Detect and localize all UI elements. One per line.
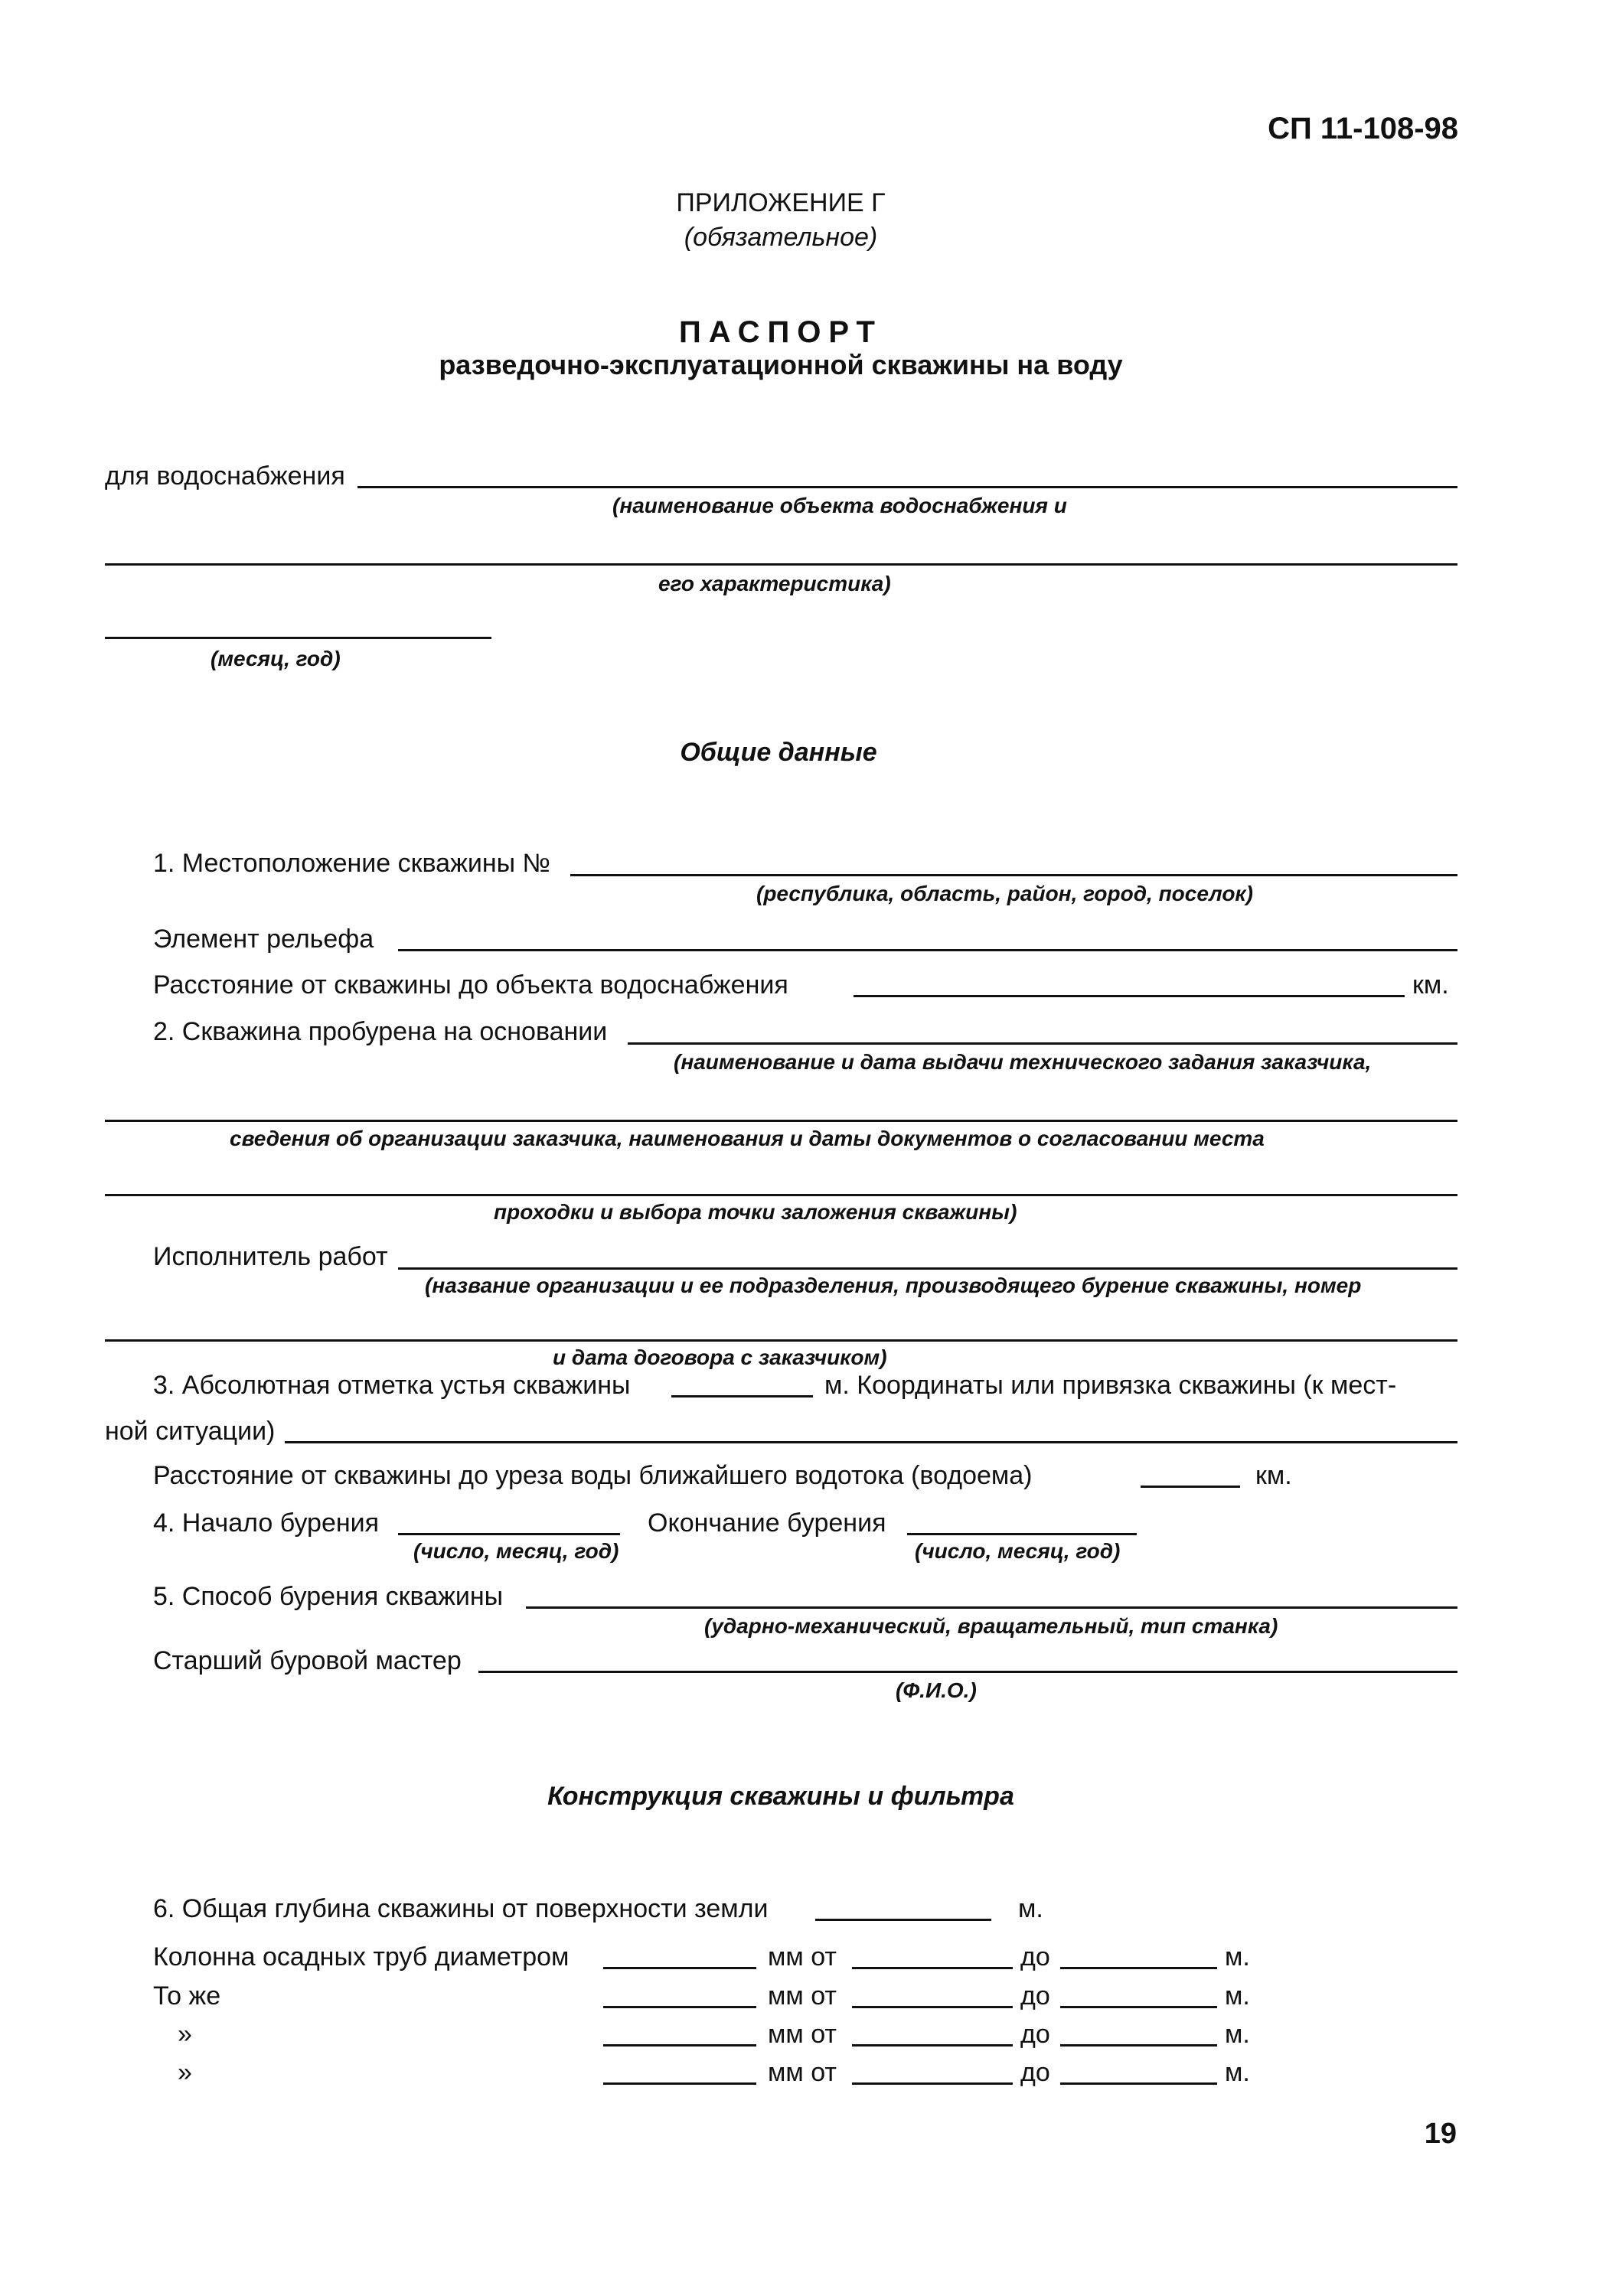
casing-to-line[interactable] bbox=[1060, 2044, 1217, 2047]
p4-start-line[interactable] bbox=[398, 1533, 620, 1535]
distance-unit: км. bbox=[1412, 970, 1449, 1000]
relief-line[interactable] bbox=[398, 949, 1457, 951]
appendix-note: (обязательное) bbox=[684, 223, 878, 252]
casing-diameter-line[interactable] bbox=[603, 1967, 756, 1969]
casing-row-label: » bbox=[178, 2020, 192, 2049]
p5-line[interactable] bbox=[526, 1606, 1457, 1609]
waterline-label: Расстояние от скважины до уреза воды ближайшего водотока (водоема) bbox=[153, 1461, 1033, 1490]
general-heading: Общие данные bbox=[680, 738, 877, 767]
casing-from-line[interactable] bbox=[852, 2082, 1013, 2085]
p2-caption-3: проходки и выбора точки заложения скважины) bbox=[494, 1200, 1017, 1224]
p1-caption: (республика, область, район, город, поселок) bbox=[756, 882, 1253, 905]
p1-label: 1. Местоположение скважины № bbox=[153, 849, 550, 878]
waterline-line[interactable] bbox=[1141, 1486, 1240, 1488]
casing-from-line[interactable] bbox=[852, 1967, 1013, 1969]
distance-line[interactable] bbox=[854, 995, 1405, 997]
master-caption: (Ф.И.О.) bbox=[896, 1678, 977, 1702]
contractor-label: Исполнитель работ bbox=[153, 1242, 388, 1271]
appendix-label: ПРИЛОЖЕНИЕ Г bbox=[676, 188, 886, 217]
casing-to: до bbox=[1020, 1981, 1050, 2011]
p4-start-label: 4. Начало бурения bbox=[153, 1508, 380, 1538]
casing-to-line[interactable] bbox=[1060, 1967, 1217, 1969]
casing-to-line[interactable] bbox=[1060, 2082, 1217, 2085]
contractor-caption-1: (название организации и ее подразделения, производящего бурение скважины, номер bbox=[425, 1274, 1362, 1297]
p2-line-3[interactable] bbox=[105, 1194, 1457, 1196]
contractor-line-2[interactable] bbox=[105, 1339, 1457, 1342]
casing-row-label: Колонна осадных труб диаметром bbox=[153, 1942, 570, 1971]
p6-label: 6. Общая глубина скважины от поверхности земли bbox=[153, 1894, 769, 1923]
p3-label: 3. Абсолютная отметка устья скважины bbox=[153, 1371, 631, 1400]
p2-label: 2. Скважина пробурена на основании bbox=[153, 1017, 608, 1046]
p4-end-line[interactable] bbox=[907, 1533, 1137, 1535]
p4-end-label: Окончание бурения bbox=[648, 1508, 886, 1538]
caption-characteristic: его характеристика) bbox=[658, 572, 891, 595]
p4-end-caption: (число, месяц, год) bbox=[915, 1539, 1121, 1563]
doc-code: СП 11-108-98 bbox=[1268, 112, 1458, 145]
water-supply-line[interactable] bbox=[357, 486, 1457, 488]
casing-to: до bbox=[1020, 1942, 1050, 1971]
p2-line-2[interactable] bbox=[105, 1120, 1457, 1122]
casing-unit: м. bbox=[1225, 2020, 1250, 2049]
casing-unit: м. bbox=[1225, 1981, 1250, 2011]
casing-mm-from: мм от bbox=[768, 1981, 837, 2011]
p6-unit: м. bbox=[1018, 1894, 1043, 1923]
casing-mm-from: мм от bbox=[768, 2058, 837, 2087]
relief-label: Элемент рельефа bbox=[153, 925, 374, 954]
waterline-unit: км. bbox=[1255, 1461, 1292, 1490]
casing-row-label: » bbox=[178, 2058, 192, 2087]
p3-elevation-line[interactable] bbox=[671, 1395, 813, 1397]
casing-diameter-line[interactable] bbox=[603, 2006, 756, 2008]
distance-label: Расстояние от скважины до объекта водоснабжения bbox=[153, 970, 788, 1000]
casing-unit: м. bbox=[1225, 2058, 1250, 2087]
p5-label: 5. Способ бурения скважины bbox=[153, 1582, 504, 1611]
characteristic-line[interactable] bbox=[105, 563, 1457, 566]
page-number: 19 bbox=[1424, 2118, 1457, 2150]
casing-to: до bbox=[1020, 2020, 1050, 2049]
casing-mm-from: мм от bbox=[768, 2020, 837, 2049]
casing-unit: м. bbox=[1225, 1942, 1250, 1971]
casing-to-line[interactable] bbox=[1060, 2006, 1217, 2008]
casing-from-line[interactable] bbox=[852, 2044, 1013, 2047]
p2-caption-1: (наименование и дата выдачи технического задания заказчика, bbox=[674, 1050, 1372, 1074]
master-line[interactable] bbox=[478, 1671, 1457, 1673]
doc-subtitle: разведочно-эксплуатационной скважины на воду bbox=[439, 349, 1123, 380]
contractor-line[interactable] bbox=[398, 1267, 1457, 1270]
month-year-line[interactable] bbox=[105, 637, 491, 639]
casing-diameter-line[interactable] bbox=[603, 2082, 756, 2085]
construction-heading: Конструкция скважины и фильтра bbox=[547, 1782, 1014, 1811]
caption-month-year: (месяц, год) bbox=[211, 647, 341, 670]
p3-location-line[interactable] bbox=[285, 1441, 1457, 1443]
p5-caption: (ударно-механический, вращательный, тип станка) bbox=[704, 1614, 1278, 1638]
p2-line[interactable] bbox=[628, 1042, 1457, 1045]
p6-line[interactable] bbox=[815, 1919, 991, 1921]
casing-mm-from: мм от bbox=[768, 1942, 837, 1971]
contractor-caption-2: и дата договора с заказчиком) bbox=[553, 1345, 887, 1369]
caption-object: (наименование объекта водоснабжения и bbox=[612, 494, 1067, 517]
p3-label-2: ной ситуации) bbox=[105, 1417, 276, 1446]
master-label: Старший буровой мастер bbox=[153, 1646, 462, 1675]
p1-line[interactable] bbox=[570, 874, 1457, 876]
casing-to: до bbox=[1020, 2058, 1050, 2087]
p2-caption-2: сведения об организации заказчика, наименования и даты документов о согласовании места bbox=[230, 1127, 1265, 1150]
water-supply-label: для водоснабжения bbox=[105, 461, 345, 491]
casing-row-label: То же bbox=[153, 1981, 221, 2011]
doc-title: ПАСПОРТ bbox=[679, 315, 883, 349]
casing-from-line[interactable] bbox=[852, 2006, 1013, 2008]
p3-unit-m: м. Координаты или привязка скважины (к мест- bbox=[824, 1371, 1397, 1400]
p4-start-caption: (число, месяц, год) bbox=[413, 1539, 619, 1563]
casing-diameter-line[interactable] bbox=[603, 2044, 756, 2047]
